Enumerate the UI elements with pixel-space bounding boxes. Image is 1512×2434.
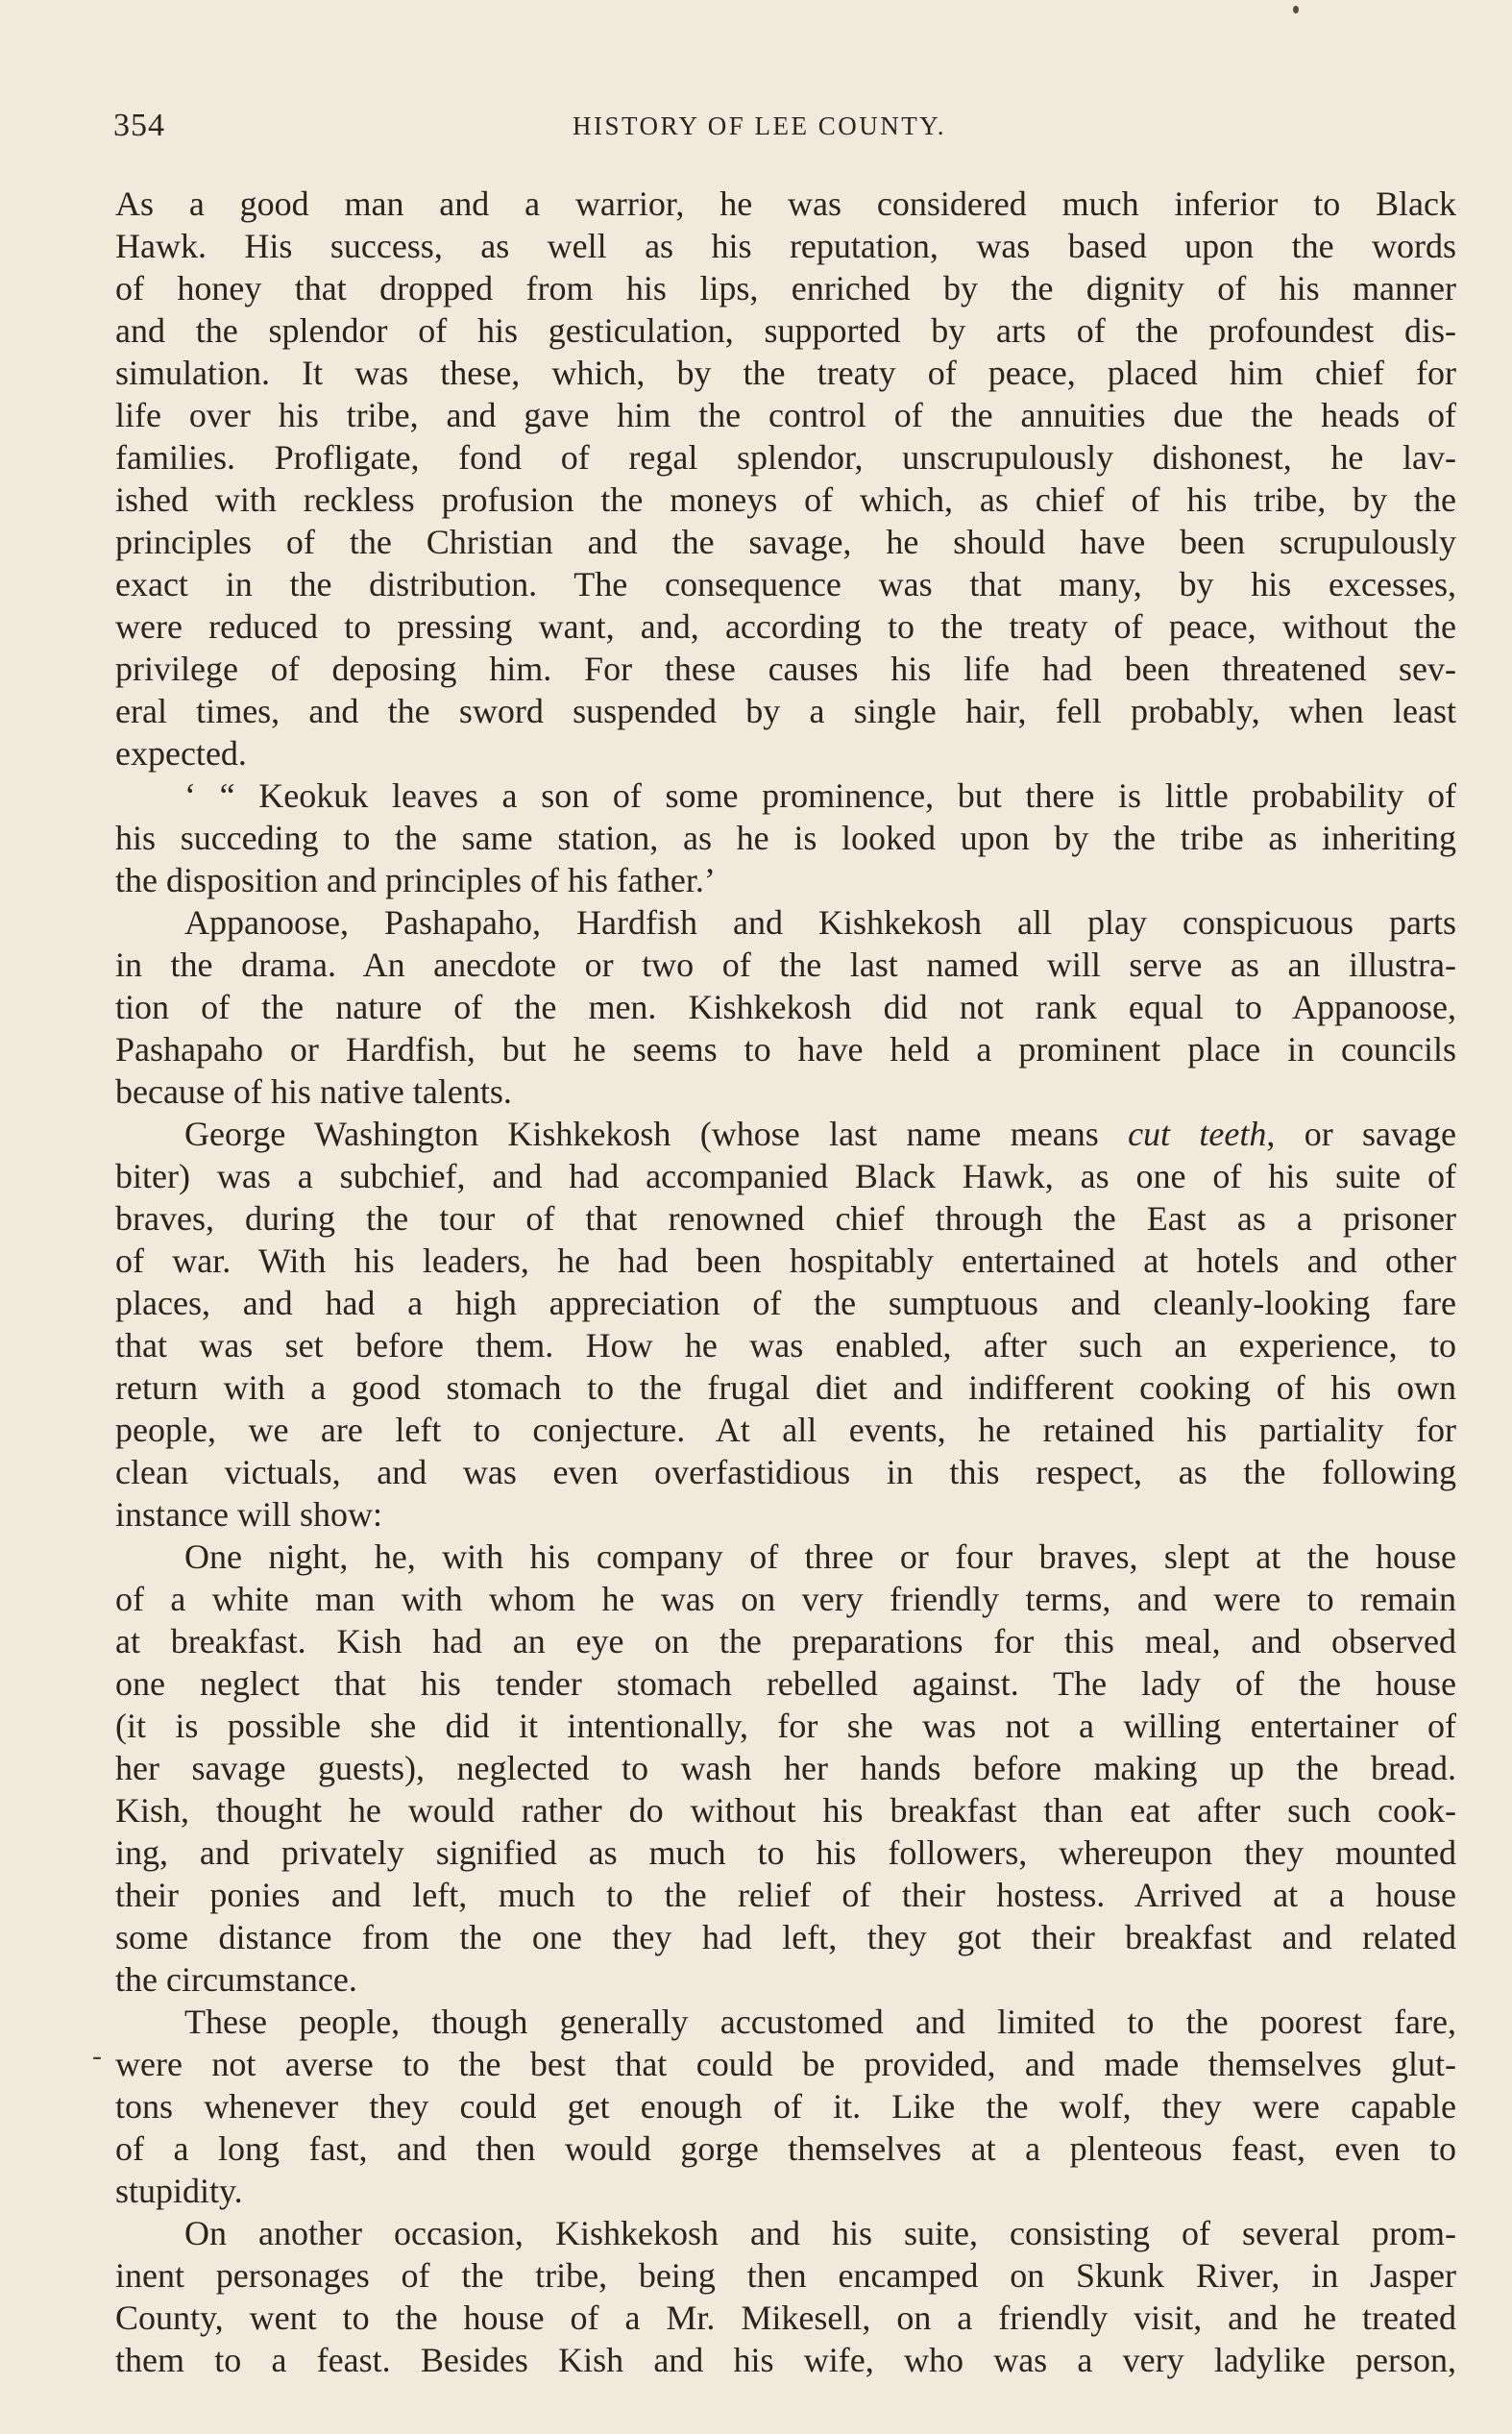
running-head [113,108,1458,156]
text-line: people, we are left to conjecture. At all events, he retained his partiality for [115,1411,1456,1449]
text-line: and the splendor of his gesticulation, supported by arts of the profoundest dis- [115,311,1456,350]
text-line: (it is possible she did it intentionally, for she was not a willing entertainer of [115,1707,1456,1745]
text-line: ished with reckless profusion the moneys of which, as chief of his tribe, by the [115,480,1456,519]
text-line: were not averse to the best that could be provided, and made themselves glut- [115,2045,1456,2083]
text-line: As a good man and a warrior, he was considered much inferior to Black [115,184,1456,223]
text-line: the disposition and principles of his father.’ [115,861,716,899]
text-line: expected. [115,734,247,773]
text-line: tion of the nature of the men. Kishkekosh did not rank equal to Appanoose, [115,988,1456,1026]
body-text [115,183,1456,2381]
text-line: were reduced to pressing want, and, according to the treaty of peace, without the [115,607,1456,646]
text-line: tons whenever they could get enough of it. Like the wolf, they were capable [115,2087,1456,2126]
text-line: in the drama. An anecdote or two of the last named will serve as an illustra- [115,946,1456,984]
text-line: biter) was a subchief, and had accompanied Black Hawk, as one of his suite of [115,1157,1456,1195]
text-line: George Washington Kishkekosh (whose last name means cut teeth, or savage [184,1115,1456,1153]
text-line: his succeding to the same station, as he is looked upon by the tribe as inheriting [115,819,1456,857]
text-line: eral times, and the sword suspended by a single hair, fell probably, when least [115,692,1456,730]
text-line: stupidity. [115,2172,243,2210]
text-line: These people, though generally accustomed and limited to the poorest fare, [184,2003,1456,2041]
text-line: principles of the Christian and the savage, he should have been scrupulously [115,523,1456,561]
text-line: of a long fast, and then would gorge themselves at a plenteous feast, even to [115,2129,1456,2168]
text-line: Kish, thought he would rather do without his breakfast than eat after such cook- [115,1791,1456,1830]
page-number: 354 [113,108,165,143]
text-line: families. Profligate, fond of regal splendor, unscrupulously dishonest, he lav- [115,438,1456,477]
text-line: one neglect that his tender stomach rebelled against. The lady of the house [115,1664,1456,1703]
text-line: some distance from the one they had left, they got their breakfast and related [115,1918,1456,1956]
text-line: simulation. It was these, which, by the treaty of peace, placed him chief for [115,354,1456,392]
text-line: of honey that dropped from his lips, enriched by the dignity of his manner [115,269,1456,307]
text-line: Appanoose, Pashapaho, Hardfish and Kishkekosh all play conspicuous parts [184,903,1456,942]
text-line: Pashapaho or Hardfish, but he seems to have held a prominent place in councils [115,1030,1456,1069]
text-line: because of his native talents. [115,1072,512,1111]
text-line: of war. With his leaders, he had been hospitably entertained at hotels and other [115,1242,1456,1280]
text-line: privilege of deposing him. For these causes his life had been threatened sev- [115,650,1456,688]
running-title: HISTORY OF LEE COUNTY. [573,111,947,140]
text-line: ‘ “ Keokuk leaves a son of some prominence, but there is little probability of [184,776,1456,815]
text-line: that was set before them. How he was enabled, after such an experience, to [115,1326,1456,1365]
ink-speck [1293,6,1299,13]
text-line: One night, he, with his company of three or four braves, slept at the house [184,1537,1456,1576]
text-line: her savage guests), neglected to wash her hands before making up the bread. [115,1749,1456,1787]
text-line: them to a feast. Besides Kish and his wife, who was a very ladylike person, [115,2341,1456,2379]
text-line: of a white man with whom he was on very friendly terms, and were to remain [115,1580,1456,1618]
text-line: exact in the distribution. The consequence was that many, by his excesses, [115,565,1456,603]
text-line: ing, and privately signified as much to his followers, whereupon they mounted [115,1833,1456,1872]
text-line: County, went to the house of a Mr. Mikesell, on a friendly visit, and he treated [115,2299,1456,2337]
text-line: braves, during the tour of that renowned chief through the East as a prisoner [115,1199,1456,1238]
text-line: the circumstance. [115,1960,357,1999]
text-line: places, and had a high appreciation of the sumptuous and cleanly-looking fare [115,1284,1456,1322]
text-line: Hawk. His success, as well as his reputation, was based upon the words [115,227,1456,265]
text-line: return with a good stomach to the frugal diet and indifferent cooking of his own [115,1368,1456,1407]
text-line: life over his tribe, and gave him the control of the annuities due the heads of [115,396,1456,434]
text-line: their ponies and left, much to the relief of their hostess. Arrived at a house [115,1876,1456,1914]
text-line: clean victuals, and was even overfastidious in this respect, as the following [115,1453,1456,1491]
text-line: instance will show: [115,1495,382,1534]
text-line: at breakfast. Kish had an eye on the preparations for this meal, and observed [115,1622,1456,1660]
text-line: On another occasion, Kishkekosh and his suite, consisting of several prom- [184,2214,1456,2252]
text-line: inent personages of the tribe, being then encamped on Skunk River, in Jasper [115,2256,1456,2295]
italic-term: cut teeth [1128,1115,1267,1153]
margin-mark: - [92,2040,102,2072]
